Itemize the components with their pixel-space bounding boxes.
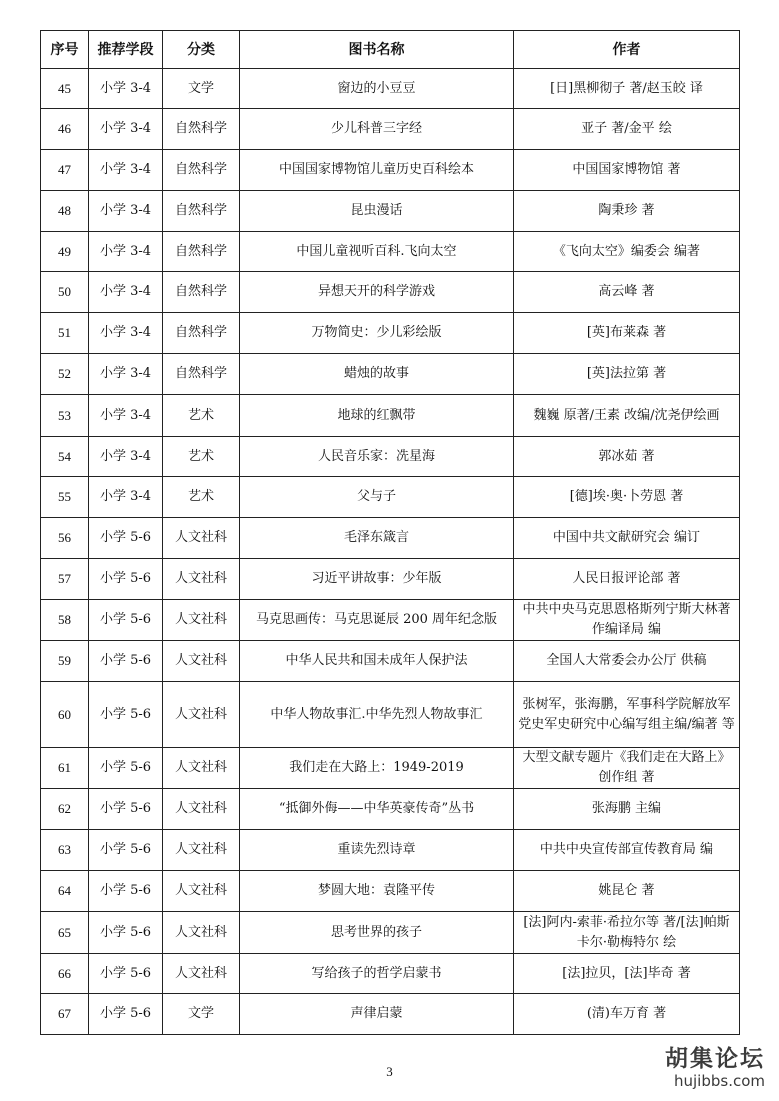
cell-author: [英]布莱森 著 <box>514 313 740 354</box>
cell-stage: 小学 5-6 <box>89 748 163 789</box>
cell-title: 思考世界的孩子 <box>240 912 514 954</box>
cell-stage: 小学 3-4 <box>89 69 163 109</box>
cell-title: 写给孩子的哲学启蒙书 <box>240 954 514 994</box>
cell-category: 人文社科 <box>163 912 240 954</box>
cell-category: 自然科学 <box>163 272 240 313</box>
cell-author: 中国国家博物馆 著 <box>514 150 740 191</box>
cell-stage: 小学 3-4 <box>89 272 163 313</box>
cell-title: 昆虫漫话 <box>240 191 514 232</box>
cell-title: 毛泽东箴言 <box>240 518 514 559</box>
cell-category: 自然科学 <box>163 109 240 150</box>
table-row <box>41 437 740 477</box>
cell-category: 自然科学 <box>163 313 240 354</box>
cell-author: 高云峰 著 <box>514 272 740 313</box>
cell-category: 人文社科 <box>163 559 240 600</box>
cell-title: “抵御外侮——中华英豪传奇”丛书 <box>240 789 514 830</box>
header-stage: 推荐学段 <box>89 31 163 69</box>
cell-stage: 小学 5-6 <box>89 559 163 600</box>
cell-stage: 小学 3-4 <box>89 395 163 437</box>
header-author: 作者 <box>514 31 740 69</box>
cell-number: 58 <box>41 600 89 641</box>
table-row <box>41 954 740 994</box>
cell-category: 人文社科 <box>163 954 240 994</box>
cell-title: 中国儿童视听百科.飞向太空 <box>240 232 514 272</box>
cell-number: 56 <box>41 518 89 559</box>
table-row <box>41 150 740 191</box>
cell-number: 51 <box>41 313 89 354</box>
cell-title: 声律启蒙 <box>240 994 514 1035</box>
cell-stage: 小学 5-6 <box>89 912 163 954</box>
table-row <box>41 600 740 641</box>
cell-author: 中共中央宣传部宣传教育局 编 <box>514 830 740 871</box>
table-body <box>41 69 740 1035</box>
table-row <box>41 354 740 395</box>
cell-title: 父与子 <box>240 477 514 518</box>
cell-category: 艺术 <box>163 395 240 437</box>
cell-author: 张树军，张海鹏，军事科学院解放军党史军史研究中心编写组主编/编著 等 <box>514 682 740 748</box>
cell-author: 大型文献专题片《我们走在大路上》创作组 著 <box>514 748 740 789</box>
cell-category: 自然科学 <box>163 232 240 272</box>
cell-number: 61 <box>41 748 89 789</box>
cell-number: 65 <box>41 912 89 954</box>
cell-author: 魏巍 原著/王素 改编/沈尧伊绘画 <box>514 395 740 437</box>
cell-number: 63 <box>41 830 89 871</box>
cell-author: 姚昆仑 著 <box>514 871 740 912</box>
table-row <box>41 748 740 789</box>
cell-number: 64 <box>41 871 89 912</box>
cell-title: 中国国家博物馆儿童历史百科绘本 <box>240 150 514 191</box>
table-row <box>41 395 740 437</box>
cell-stage: 小学 3-4 <box>89 191 163 232</box>
table-row <box>41 682 740 748</box>
cell-author: [法]阿内-索菲·希拉尔等 著/[法]帕斯卡尔·勒梅特尔 绘 <box>514 912 740 954</box>
cell-stage: 小学 5-6 <box>89 518 163 559</box>
watermark <box>665 1046 765 1090</box>
cell-stage: 小学 3-4 <box>89 313 163 354</box>
table-row <box>41 313 740 354</box>
cell-number: 52 <box>41 354 89 395</box>
header-title: 图书名称 <box>240 31 514 69</box>
cell-author: [日]黑柳彻子 著/赵玉皎 译 <box>514 69 740 109</box>
cell-number: 59 <box>41 641 89 682</box>
cell-author: [法]拉贝，[法]毕奇 著 <box>514 954 740 994</box>
cell-category: 自然科学 <box>163 354 240 395</box>
cell-number: 67 <box>41 994 89 1035</box>
cell-author: 张海鹏 主编 <box>514 789 740 830</box>
cell-category: 人文社科 <box>163 748 240 789</box>
cell-number: 45 <box>41 69 89 109</box>
cell-stage: 小学 5-6 <box>89 994 163 1035</box>
cell-stage: 小学 3-4 <box>89 232 163 272</box>
cell-title: 万物简史：少儿彩绘版 <box>240 313 514 354</box>
table-row <box>41 272 740 313</box>
table-row <box>41 641 740 682</box>
cell-author: 中国中共文献研究会 编订 <box>514 518 740 559</box>
cell-number: 48 <box>41 191 89 232</box>
cell-title: 重读先烈诗章 <box>240 830 514 871</box>
cell-number: 46 <box>41 109 89 150</box>
table-row <box>41 518 740 559</box>
cell-title: 习近平讲故事：少年版 <box>240 559 514 600</box>
cell-stage: 小学 3-4 <box>89 150 163 191</box>
cell-number: 62 <box>41 789 89 830</box>
cell-author: 陶秉珍 著 <box>514 191 740 232</box>
table-row <box>41 912 740 954</box>
cell-number: 55 <box>41 477 89 518</box>
table-row <box>41 232 740 272</box>
cell-author: 全国人大常委会办公厅 供稿 <box>514 641 740 682</box>
cell-category: 自然科学 <box>163 191 240 232</box>
cell-number: 57 <box>41 559 89 600</box>
table-row <box>41 109 740 150</box>
cell-stage: 小学 5-6 <box>89 682 163 748</box>
cell-number: 49 <box>41 232 89 272</box>
table-row <box>41 871 740 912</box>
cell-number: 47 <box>41 150 89 191</box>
cell-category: 文学 <box>163 994 240 1035</box>
cell-category: 人文社科 <box>163 600 240 641</box>
cell-stage: 小学 5-6 <box>89 954 163 994</box>
cell-category: 人文社科 <box>163 871 240 912</box>
cell-title: 马克思画传：马克思诞辰 200 周年纪念版 <box>240 600 514 641</box>
cell-number: 50 <box>41 272 89 313</box>
cell-number: 66 <box>41 954 89 994</box>
cell-category: 文学 <box>163 69 240 109</box>
cell-author: [英]法拉第 著 <box>514 354 740 395</box>
cell-number: 60 <box>41 682 89 748</box>
cell-author: 《飞向太空》编委会 编著 <box>514 232 740 272</box>
cell-title: 人民音乐家：冼星海 <box>240 437 514 477</box>
cell-stage: 小学 5-6 <box>89 830 163 871</box>
cell-stage: 小学 3-4 <box>89 477 163 518</box>
header-number: 序号 <box>41 31 89 69</box>
cell-author: 亚子 著/金平 绘 <box>514 109 740 150</box>
page-number: 3 <box>386 1064 393 1079</box>
table-row <box>41 994 740 1035</box>
cell-title: 地球的红飘带 <box>240 395 514 437</box>
cell-category: 人文社科 <box>163 830 240 871</box>
cell-category: 艺术 <box>163 437 240 477</box>
cell-title: 我们走在大路上：1949-2019 <box>240 748 514 789</box>
cell-author: 郭冰茹 著 <box>514 437 740 477</box>
cell-author: [德]埃·奥·卜劳恩 著 <box>514 477 740 518</box>
table-row <box>41 789 740 830</box>
cell-stage: 小学 5-6 <box>89 789 163 830</box>
cell-stage: 小学 3-4 <box>89 109 163 150</box>
cell-number: 54 <box>41 437 89 477</box>
cell-category: 艺术 <box>163 477 240 518</box>
cell-title: 窗边的小豆豆 <box>240 69 514 109</box>
cell-title: 蜡烛的故事 <box>240 354 514 395</box>
cell-category: 人文社科 <box>163 682 240 748</box>
table-row <box>41 830 740 871</box>
table-row <box>41 191 740 232</box>
table-row <box>41 477 740 518</box>
cell-number: 53 <box>41 395 89 437</box>
cell-title: 中华人物故事汇.中华先烈人物故事汇 <box>240 682 514 748</box>
cell-title: 少儿科普三字经 <box>240 109 514 150</box>
cell-category: 人文社科 <box>163 518 240 559</box>
cell-category: 自然科学 <box>163 150 240 191</box>
cell-category: 人文社科 <box>163 641 240 682</box>
cell-stage: 小学 5-6 <box>89 641 163 682</box>
cell-stage: 小学 5-6 <box>89 600 163 641</box>
cell-stage: 小学 5-6 <box>89 871 163 912</box>
table-row <box>41 559 740 600</box>
cell-title: 异想天开的科学游戏 <box>240 272 514 313</box>
table-header-row <box>41 31 740 69</box>
book-list-table <box>40 30 740 1035</box>
header-category: 分类 <box>163 31 240 69</box>
cell-stage: 小学 3-4 <box>89 354 163 395</box>
cell-stage: 小学 3-4 <box>89 437 163 477</box>
cell-author: (清)车万育 著 <box>514 994 740 1035</box>
cell-category: 人文社科 <box>163 789 240 830</box>
cell-author: 人民日报评论部 著 <box>514 559 740 600</box>
watermark-text: 胡集论坛 <box>665 1046 765 1072</box>
cell-title: 梦圆大地：袁隆平传 <box>240 871 514 912</box>
cell-author: 中共中央马克思恩格斯列宁斯大林著作编译局 编 <box>514 600 740 641</box>
watermark-url: hujibbs.com <box>673 1072 765 1090</box>
table-row <box>41 69 740 109</box>
cell-title: 中华人民共和国未成年人保护法 <box>240 641 514 682</box>
